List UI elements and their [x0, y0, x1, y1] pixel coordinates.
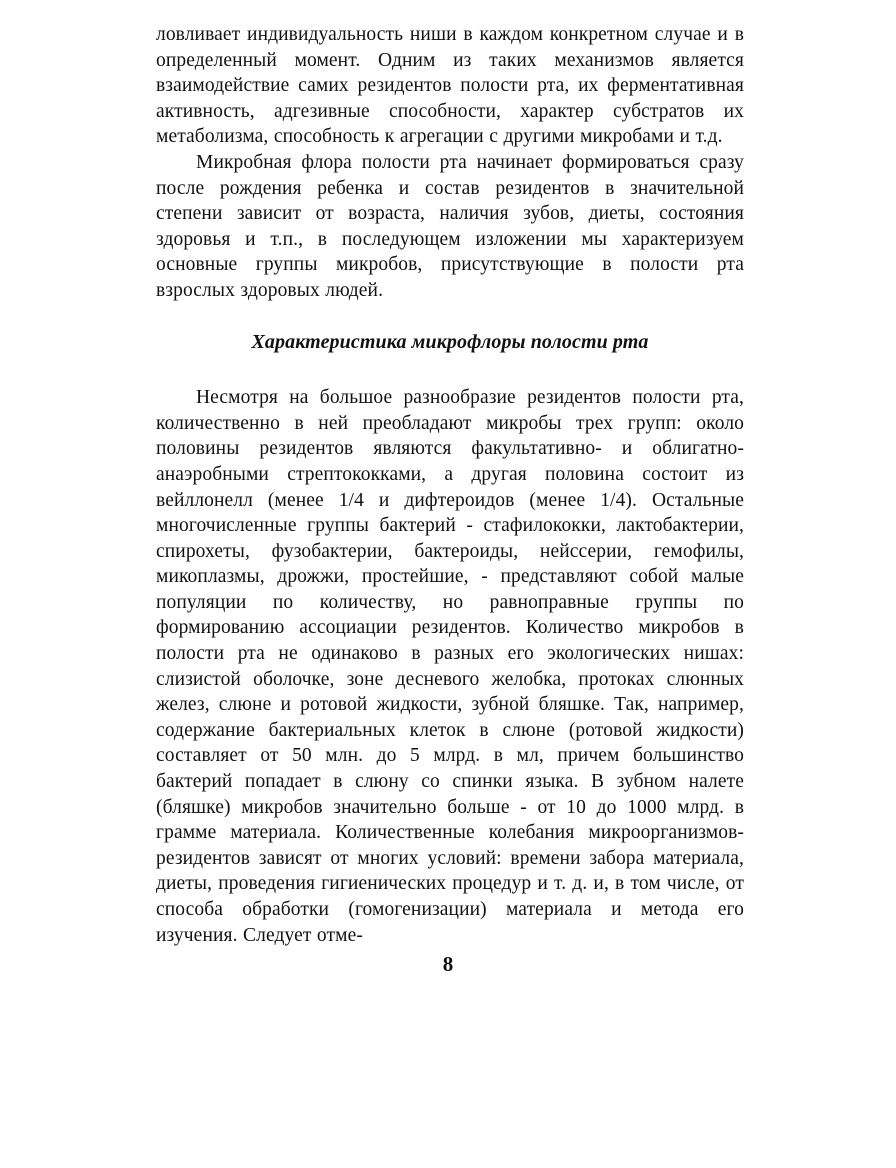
paragraph-microbial-flora: Микробная флора полости рта начинает формироваться сразу после рождения ребенка и состав резидентов в значительной степени зависит от возраста, наличия зубов, диеты, состояния здоровья и т.п., в последующем изложении мы характеризуем основные группы микробов, присутствующие в полости рта взрослых здоровых людей.	[156, 151, 744, 301]
section-heading: Характеристика микрофлоры полости рта	[251, 330, 649, 353]
page-number: 8	[442, 952, 454, 976]
paragraph-microflora-characteristics: Несмотря на большое разнообразие резидентов полости рта, количественно в ней преобладают микробы трех групп: около половины резидентов являются факультативно- и облигатно-анаэробными стрептококками, а другая половина состоит из вейллонелл (менее 1/4 и дифтероидов (менее 1/4). Остальные многочисленные группы бактерий - стафилококки, лактобактерии, спирохеты, фузобактерии, бактероиды, нейссерии, гемофилы, микоплазмы, дрожжи, простейшие, - представляют собой малые популяции по количеству, но равноправные группы по формированию ассоциации резидентов. Количество микробов в полости рта не одинаково в разных его экологических нишах: слизистой оболочке, зоне десневого желобка, протоках слюнных желез, слюне и ротовой жидкости, зубной бляшке. Так, например, содержание бактериальных клеток в слюне (ротовой жидкости) составляет от 50 млн. до 5 млрд. в мл, причем большинство бактерий попадает в слюну со спинки языка. В зубном налете (бляшке) микробов значительно больше - от 10 до 1000 млрд. в грамме материала. Количественные колебания микроорганизмов-резидентов зависят от многих условий: времени забора материала, диеты, проведения гигиенических процедур и т. д. и, в том числе, от способа обработки (гомогенизации) материала и метода его изучения. Следует отме-	[156, 387, 744, 946]
paragraph-continuation: ловливает индивидуальность ниши в каждом конкретном случае и в определенный момент. Одним из таких механизмов является взаимодействие самих резидентов полости рта, их ферментативная активность, адгезивные способности, характер субстратов их метаболизма, способность к агрегации с другими микробами и т.д.	[156, 24, 744, 148]
page-body	[156, 22, 744, 948]
